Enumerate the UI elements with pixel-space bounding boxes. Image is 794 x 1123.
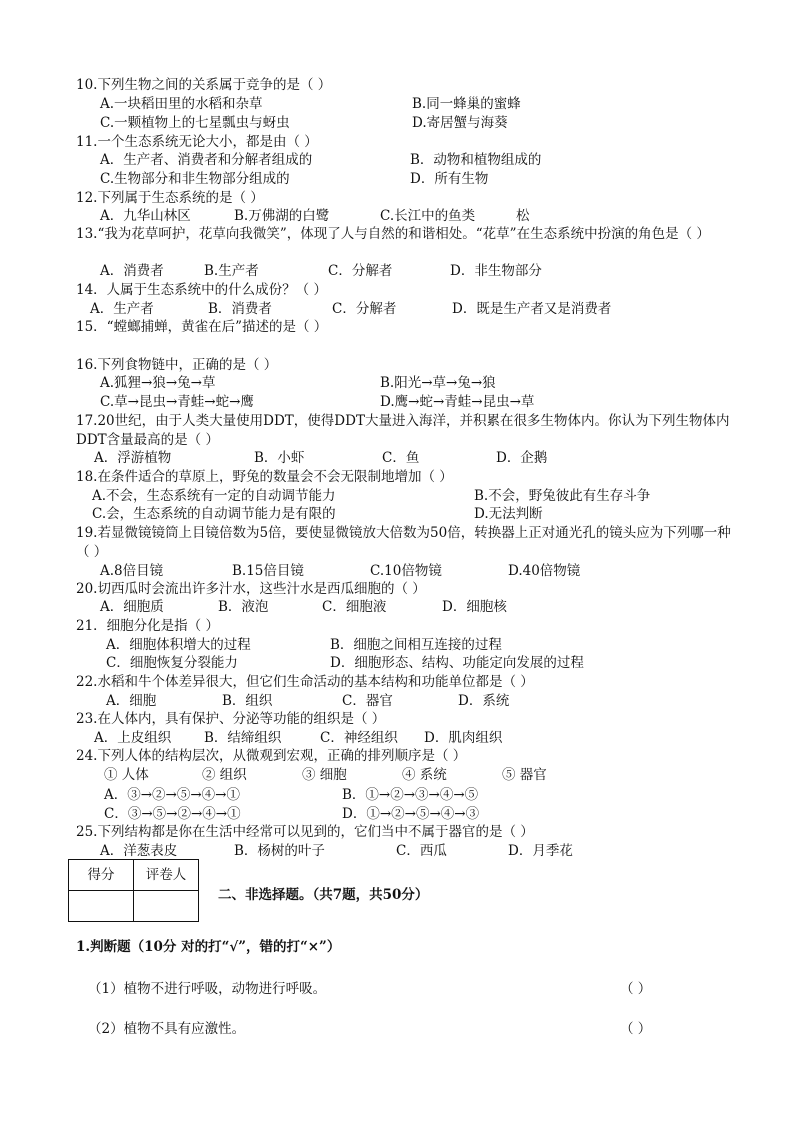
option-b: B．液泡 (218, 599, 269, 615)
option-c: C．细胞液 (322, 599, 387, 615)
option-d: D．系统 (458, 693, 510, 709)
option-a: A．生产者 (90, 301, 154, 317)
option-b: B.不会，野兔彼此有生存斗争 (474, 488, 651, 504)
option-c: C．鱼 (382, 450, 420, 466)
option-a: A．细胞体积增大的过程 (106, 637, 251, 653)
option-c: C．西瓜 (396, 843, 447, 859)
option-a: A．③→②→⑤→④→① (104, 787, 240, 803)
option-d: D．所有生物 (410, 171, 489, 187)
grader-header: 评卷人 (134, 860, 199, 891)
option-d: D．既是生产者又是消费者 (452, 301, 612, 317)
structure-item: ④ 系统 (402, 767, 447, 783)
option-a: A．生产者、消费者和分解者组成的 (100, 152, 313, 168)
option-c: C．③→⑤→②→④→① (104, 806, 241, 822)
structure-item: ① 人体 (104, 767, 149, 783)
options-row (100, 207, 740, 226)
options-row (100, 393, 740, 412)
option-c: C．细胞恢复分裂能力 (106, 655, 238, 671)
question-10: 10.下列生物之间的关系属于竞争的是（ ） (76, 77, 332, 93)
option-c: C.会，生态系统的自动调节能力是有限的 (92, 506, 336, 522)
structure-item: ② 组织 (202, 767, 247, 783)
options-row (100, 170, 740, 189)
option-c: C.一颗植物上的七星瓢虫与蚜虫 (100, 115, 290, 131)
options-row (100, 151, 740, 170)
structure-item: ③ 细胞 (302, 767, 347, 783)
option-d: D.鹰→蛇→青蛙→昆虫→草 (380, 394, 535, 410)
question-12: 12.下列属于生态系统的是（ ） (76, 190, 264, 206)
grader-cell (134, 891, 199, 922)
options-row (100, 374, 740, 393)
option-a: A.不会，生态系统有一定的自动调节能力 (92, 488, 336, 504)
option-d: D．细胞形态、结构、功能定向发展的过程 (330, 655, 584, 671)
option-d: D．非生物部分 (450, 263, 542, 279)
question-17: 17.20世纪，由于人类大量使用DDT，使得DDT大量进入海洋，并积累在很多生物体内。你认为下列生物体内DDT含量最高的是（ ） (76, 413, 730, 448)
answer-paren: （ ） (620, 981, 652, 997)
section-title: 二、非选择题。（共7题，共50分） (218, 887, 429, 903)
option-b: B.同一蜂巢的蜜蜂 (412, 96, 521, 112)
question-18: 18.在条件适合的草原上，野兔的数量会不会无限制地增加（ ） (76, 469, 453, 485)
option-b: B．动物和植物组成的 (410, 152, 542, 168)
options-row (104, 805, 744, 824)
question-21: 21．细胞分化是指（ ） (76, 618, 219, 634)
option-d: D.寄居蟹与海葵 (412, 115, 508, 131)
option-d: D.40倍物镜 (508, 563, 581, 579)
options-row (100, 598, 740, 617)
option-a: A．消费者 (100, 263, 164, 279)
option-b: B.生产者 (204, 263, 259, 279)
question-15: 15．“螳螂捕蝉，黄雀在后”描述的是（ ） (76, 319, 328, 335)
option-b: B．①→②→③→④→⑤ (342, 787, 479, 803)
structure-items-row (104, 766, 744, 785)
option-b: B.万佛湖的白鹭 (234, 208, 330, 224)
question-14: 14．人属于生态系统中的什么成份？（ ） (76, 282, 327, 298)
option-a: A.狐狸→狼→兔→草 (100, 375, 216, 391)
options-row (100, 95, 740, 114)
option-b: B．组织 (222, 693, 273, 709)
option-a: A．细胞 (106, 693, 157, 709)
option-d: D．肌肉组织 (424, 730, 503, 746)
option-a: A．浮游植物 (94, 450, 172, 466)
options-row (92, 505, 732, 524)
option-a: A.8倍目镜 (100, 563, 164, 579)
option-d: D．企鹅 (496, 450, 548, 466)
option-b: B．消费者 (208, 301, 272, 317)
option-b: B.阳光→草→兔→狼 (380, 375, 496, 391)
question-22: 22.水稻和牛个体差异很大，但它们生命活动的基本结构和功能单位都是（ ） (76, 674, 534, 690)
option-d: D.无法判断 (474, 506, 543, 522)
question-16: 16.下列食物链中，正确的是（ ） (76, 357, 278, 373)
option-c: C．神经组织 (320, 730, 398, 746)
option-a: A．上皮组织 (94, 730, 172, 746)
option-b: B.15倍目镜 (232, 563, 304, 579)
options-row (100, 562, 740, 581)
options-row (106, 692, 746, 711)
question-24: 24.下列人体的结构层次，从微观到宏观，正确的排列顺序是（ ） (76, 748, 467, 764)
option-c: C.长江中的鱼类 (380, 208, 476, 224)
options-row (104, 786, 744, 805)
option-a: A.一块稻田里的水稻和杂草 (100, 96, 263, 112)
score-table (68, 859, 199, 922)
judge-item-2: （2）植物不具有应激性。 (88, 1021, 246, 1037)
options-row (106, 636, 746, 655)
option-c: C．分解者 (328, 263, 393, 279)
option-c: C.生物部分和非生物部分组成的 (100, 171, 290, 187)
option-a: A．细胞质 (100, 599, 164, 615)
question-19: 19.若显微镜镜筒上目镜倍数为5倍，要使显微镜放大倍数为50倍，转换器上正对通光孔的镜头应为下列哪一种（ ） (76, 525, 731, 560)
option-a: A．九华山林区 (100, 208, 191, 224)
options-row (94, 729, 734, 748)
question-20: 20.切西瓜时会流出许多汁水，这些汁水是西瓜细胞的（ ） (76, 581, 426, 597)
option-b: B．结缔组织 (204, 730, 282, 746)
option-d: D．细胞核 (442, 599, 507, 615)
option-b: B．细胞之间相互连接的过程 (330, 637, 502, 653)
options-row (92, 487, 732, 506)
judge-title: 1.判断题（10分 对的打“√”，错的打“×”） (76, 939, 341, 955)
question-25: 25.下列结构都是你在生活中经常可以见到的，它们当中不属于器官的是（ ） (76, 824, 534, 840)
score-header: 得分 (69, 860, 134, 891)
option-d: D．月季花 (508, 843, 573, 859)
options-row (106, 654, 746, 673)
option-c: C．分解者 (332, 301, 397, 317)
options-row (90, 300, 730, 319)
options-row (94, 449, 734, 468)
option-c: C．器官 (342, 693, 393, 709)
option-b: B．小虾 (254, 450, 305, 466)
score-cell (69, 891, 134, 922)
option-c: C.10倍物镜 (370, 563, 442, 579)
question-11: 11.一个生态系统无论大小，都是由（ ） (76, 134, 318, 150)
option-a: A．洋葱表皮 (100, 843, 178, 859)
option-b: B．杨树的叶子 (234, 843, 325, 859)
judge-item-1: （1）植物不进行呼吸，动物进行呼吸。 (88, 981, 327, 997)
option-d: 松 (516, 208, 530, 224)
options-row (100, 262, 740, 281)
option-c: C.草→昆虫→青蛙→蛇→鹰 (100, 394, 254, 410)
options-row (100, 114, 740, 133)
question-13: 13.“我为花草呵护，花草向我微笑”，体现了人与自然的和谐相处。“花草”在生态系统中扮演的角色是（ ） (76, 226, 710, 242)
question-23: 23.在人体内，具有保护、分泌等功能的组织是（ ） (76, 711, 386, 727)
answer-paren: （ ） (620, 1021, 652, 1037)
structure-item: ⑤ 器官 (502, 767, 547, 783)
option-d: D．①→②→⑤→④→③ (342, 806, 480, 822)
